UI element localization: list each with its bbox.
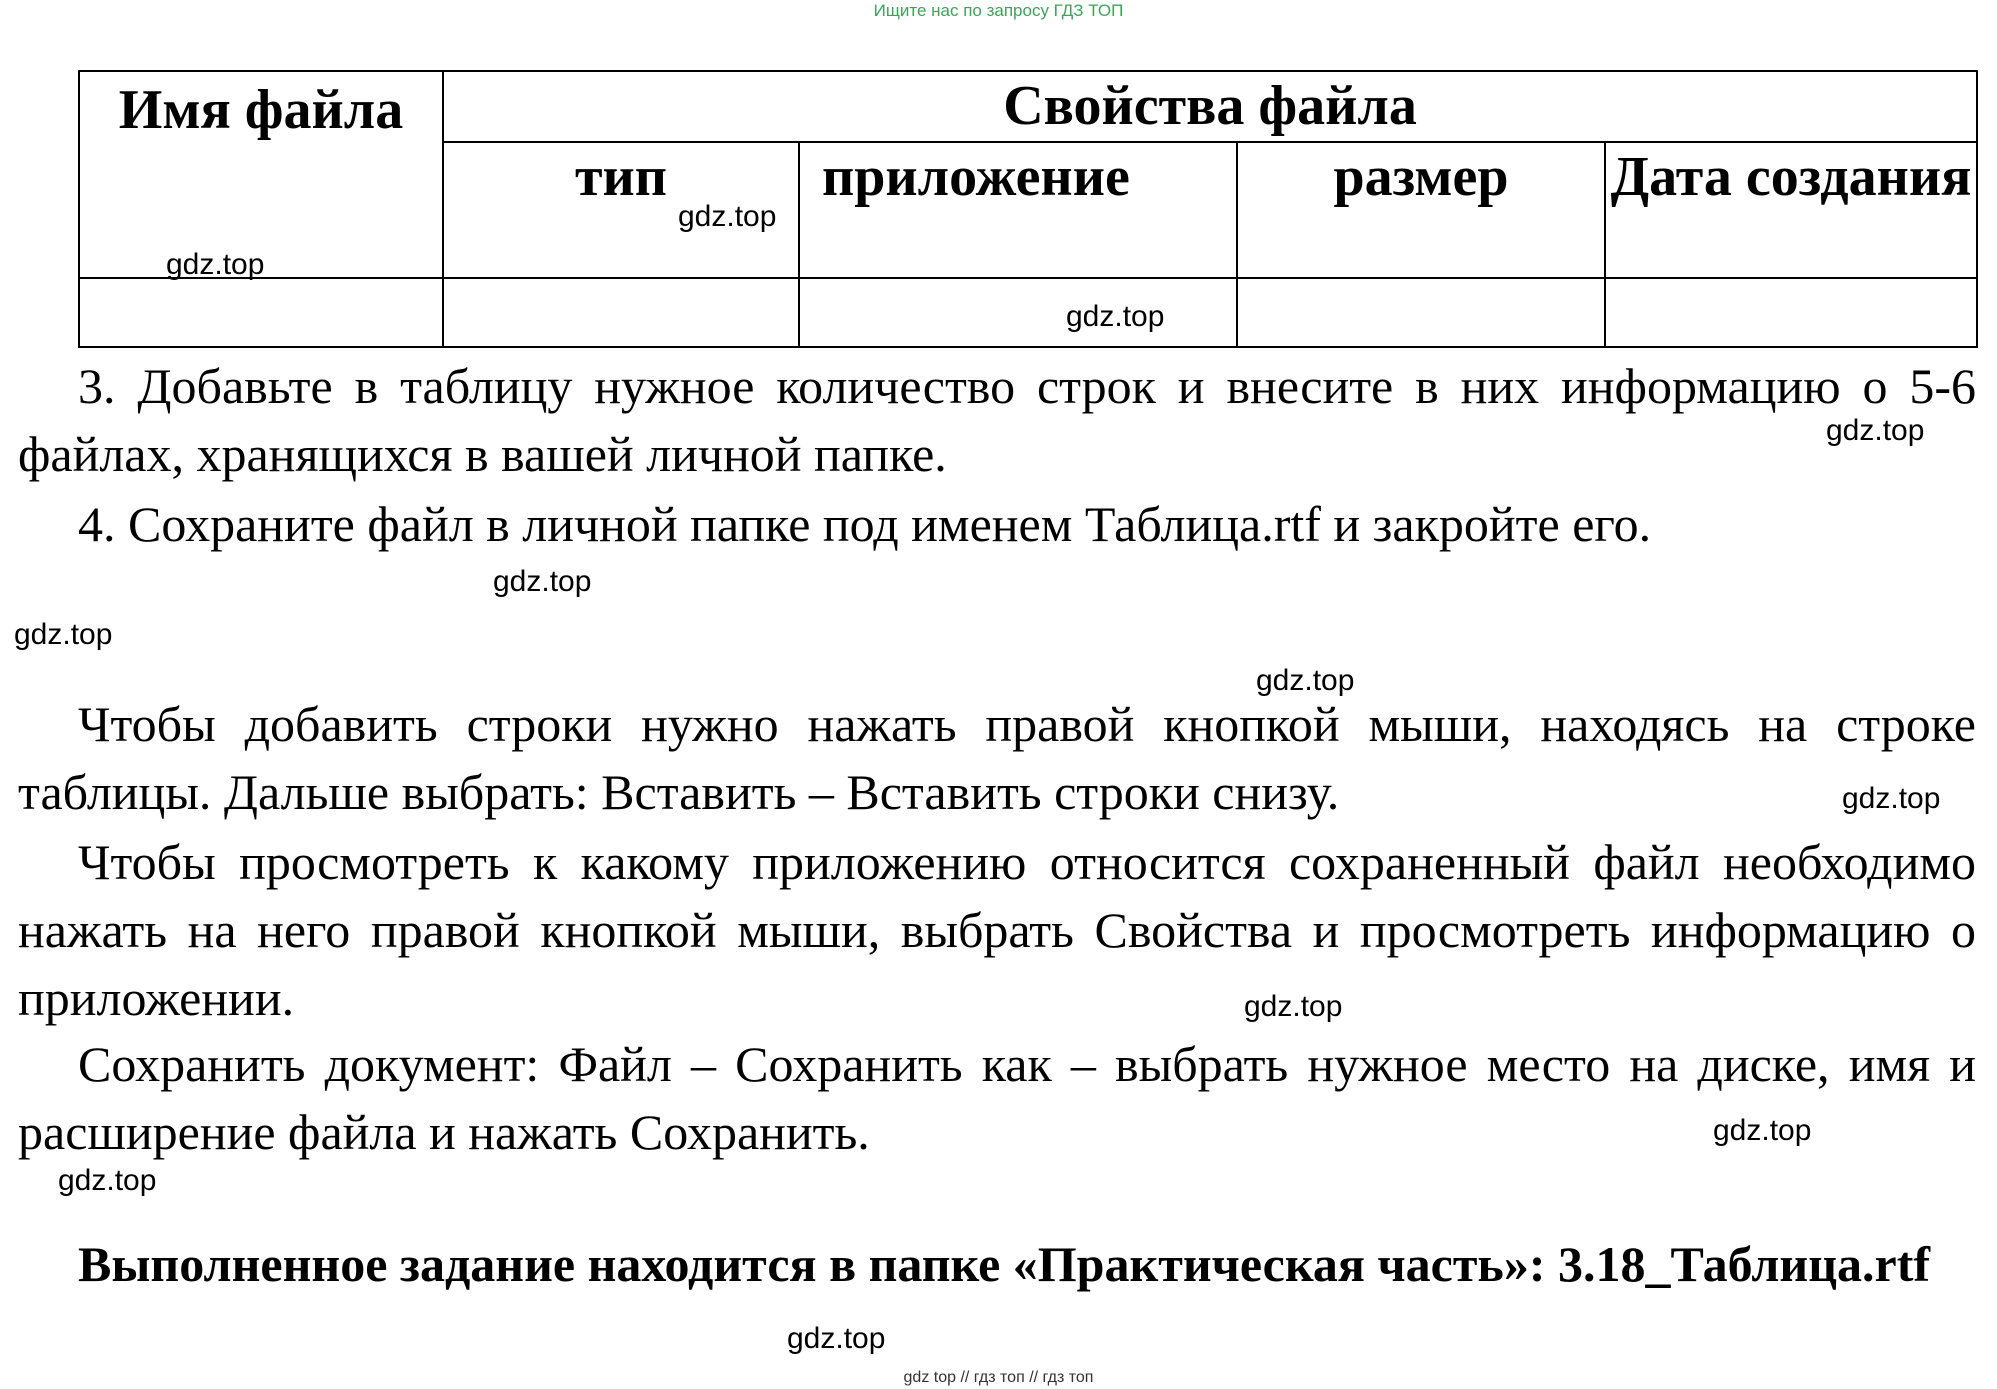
footer: gdz top // гдз топ // гдз топ — [903, 1369, 1094, 1386]
header-file-properties: Свойства файла — [443, 71, 1977, 142]
watermark: gdz.top — [1244, 990, 1343, 1023]
watermark: gdz.top — [493, 565, 592, 598]
top-banner: Ищите нас по запросу ГДЗ ТОП — [873, 1, 1124, 20]
paragraph-step-3: 3. Добавьте в таблицу нужное количество строк и внесите в них информацию о 5-6 файлах, хранящихся в вашей личной папке. — [18, 358, 1976, 482]
watermark: gdz.top — [166, 248, 265, 281]
watermark: gdz.top — [58, 1164, 157, 1197]
header-type: тип — [443, 142, 799, 279]
empty-cell — [1237, 278, 1605, 347]
watermark: gdz.top — [1256, 664, 1355, 697]
watermark: gdz.top — [1826, 414, 1925, 447]
watermark: gdz.top — [678, 200, 777, 233]
empty-cell — [443, 278, 799, 347]
header-size: размер — [1237, 142, 1605, 279]
watermark: gdz.top — [1842, 782, 1941, 815]
empty-cell — [1605, 278, 1977, 347]
empty-cell — [799, 278, 1237, 347]
watermark: gdz.top — [14, 618, 113, 651]
header-file-name: Имя файла — [79, 71, 443, 278]
paragraph-step-4: 4. Сохраните файл в личной папке под именем Таблица.rtf и закройте его. — [78, 496, 1652, 552]
watermark: gdz.top — [787, 1322, 886, 1355]
header-creation-date: Дата создания — [1605, 142, 1977, 279]
paragraph-add-rows: Чтобы добавить строки нужно нажать правой кнопкой мыши, находясь на строке таблицы. Дальше выбрать: Вставить – Вставить строки снизу. — [18, 696, 1976, 820]
paragraph-save-document: Сохранить документ: Файл – Сохранить как – выбрать нужное место на диске, имя и расширение файла и нажать Сохранить. — [18, 1036, 1976, 1160]
empty-cell — [79, 278, 443, 347]
file-properties-table — [78, 70, 1978, 348]
watermark: gdz.top — [1066, 300, 1165, 333]
paragraph-result-location: Выполненное задание находится в папке «Практическая часть»: 3.18_Таблица.rtf — [78, 1236, 1931, 1292]
header-application: приложение — [799, 142, 1237, 279]
paragraph-view-application: Чтобы просмотреть к какому приложению относится сохраненный файл необходимо нажать на него правой кнопкой мыши, выбрать Свойства и просмотреть информацию о приложении. — [18, 834, 1976, 1026]
watermark: gdz.top — [1713, 1114, 1812, 1147]
